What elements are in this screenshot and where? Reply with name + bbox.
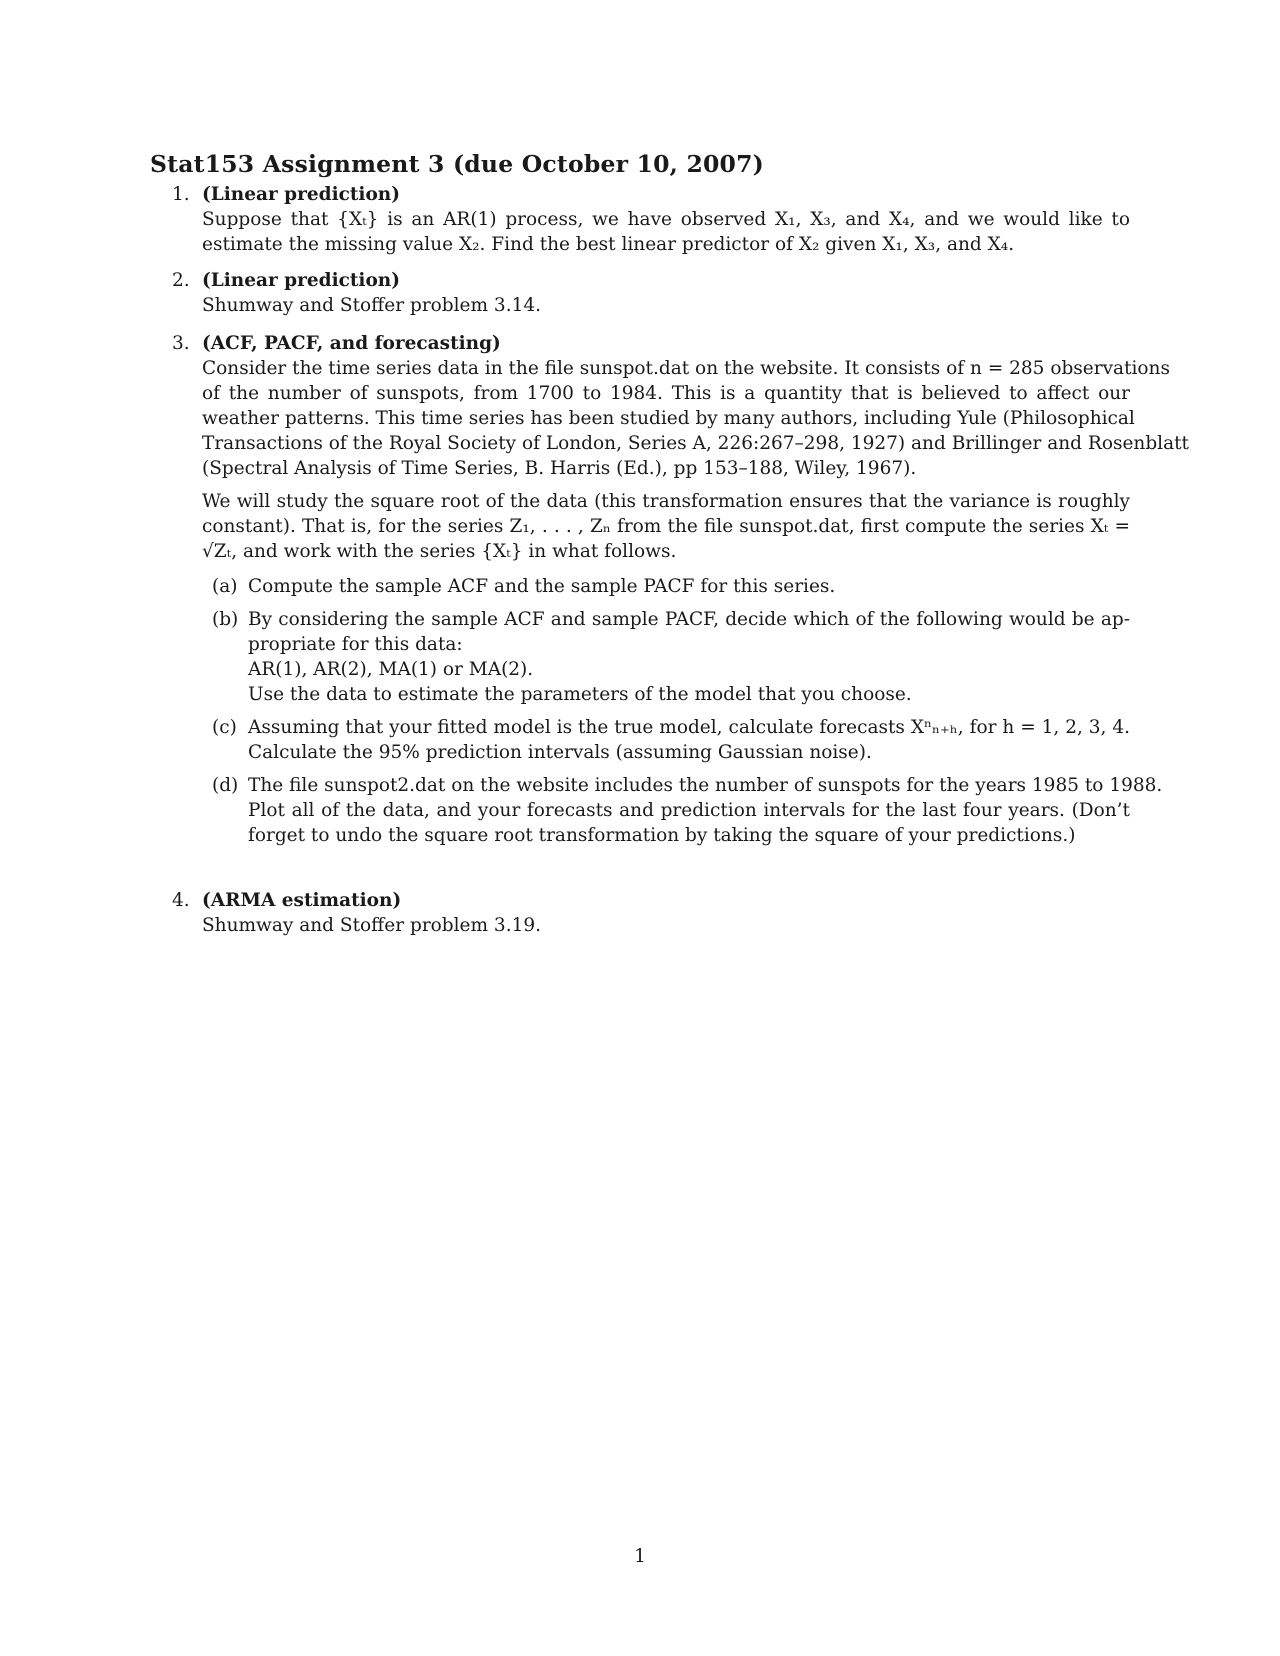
problem-number: 3. — [172, 333, 190, 354]
subpart-label: (b) — [212, 609, 239, 630]
problem-text-line: Transactions of the Royal Society of London, Series A, 226:267–298, 1927) and Brillinger and Rosenblatt — [202, 433, 1189, 454]
problem-paragraph — [202, 489, 1130, 564]
problem-text-line: Suppose that {Xₜ} is an AR(1) process, we have observed X₁, X₃, and X₄, and we would like to — [202, 209, 1130, 230]
subpart-text-line: The file sunspot2.dat on the website includes the number of sunspots for the years 1985 to 1988. — [248, 775, 1163, 796]
problem-paragraph — [202, 356, 1189, 481]
subpart-text-line: Use the data to estimate the parameters of the model that you choose. — [248, 684, 912, 705]
subpart-text-line: AR(1), AR(2), MA(1) or MA(2). — [248, 659, 534, 680]
problem-text-line: Shumway and Stoffer problem 3.14. — [202, 295, 541, 316]
subpart-text-line: Plot all of the data, and your forecasts and prediction intervals for the last four years. (Don’t — [248, 800, 1130, 821]
subpart-label: (a) — [212, 576, 238, 597]
problem-text-line: constant). That is, for the series Z₁, . . . , Zₙ from the file sunspot.dat, first compute the series Xₜ = — [202, 516, 1130, 537]
problem-text-line: weather patterns. This time series has been studied by many authors, including Yule (Philosophical — [202, 408, 1135, 429]
problem-number: 4. — [172, 890, 190, 911]
problem-title: (Linear prediction) — [202, 184, 400, 205]
problem-title: (ARMA estimation) — [202, 890, 402, 911]
problem-3 — [172, 331, 1189, 856]
subpart-label: (d) — [212, 775, 239, 796]
subpart-text-line: Calculate the 95% prediction intervals (assuming Gaussian noise). — [248, 742, 872, 763]
subpart-text-line: By considering the sample ACF and sample PACF, decide which of the following would be ap- — [248, 609, 1130, 630]
problem-2 — [172, 268, 1130, 318]
problem-4 — [172, 888, 1130, 938]
problem-text-line: We will study the square root of the data (this transformation ensures that the variance is roughly — [202, 491, 1130, 512]
subpart-c — [202, 715, 1130, 765]
subpart-a — [202, 574, 1130, 599]
subpart-text-line: forget to undo the square root transformation by taking the square of your predictions.) — [248, 825, 1076, 846]
subpart-list — [202, 574, 1163, 848]
subpart-label: (c) — [212, 717, 237, 738]
subpart-text-line: Compute the sample ACF and the sample PACF for this series. — [248, 576, 836, 597]
subpart-b — [202, 607, 1130, 707]
problem-text-line: of the number of sunspots, from 1700 to 1984. This is a quantity that is believed to affect our — [202, 383, 1130, 404]
subpart-text-line: propriate for this data: — [248, 634, 463, 655]
problem-number: 2. — [172, 270, 190, 291]
problem-text-line: Consider the time series data in the file sunspot.dat on the website. It consists of n = 285 observations — [202, 358, 1170, 379]
problem-text-line: (Spectral Analysis of Time Series, B. Harris (Ed.), pp 153–188, Wiley, 1967). — [202, 458, 917, 479]
problem-text-line: estimate the missing value X₂. Find the best linear predictor of X₂ given X₁, X₃, and X₄. — [202, 234, 1015, 255]
problem-1 — [172, 182, 1130, 257]
problem-text-line: √Zₜ, and work with the series {Xₜ} in what follows. — [202, 541, 677, 562]
problem-text-line: Shumway and Stoffer problem 3.19. — [202, 915, 541, 936]
problem-title: (ACF, PACF, and forecasting) — [202, 333, 501, 354]
problem-number: 1. — [172, 184, 190, 205]
page-title: Stat153 Assignment 3 (due October 10, 2007) — [150, 150, 764, 178]
subpart-text-line: Assuming that your fitted model is the true model, calculate forecasts Xⁿₙ₊ₕ, for h = 1, 2, 3, 4. — [248, 717, 1130, 738]
problem-title: (Linear prediction) — [202, 270, 400, 291]
page-number: 1 — [634, 1546, 646, 1567]
subpart-d — [202, 773, 1163, 848]
